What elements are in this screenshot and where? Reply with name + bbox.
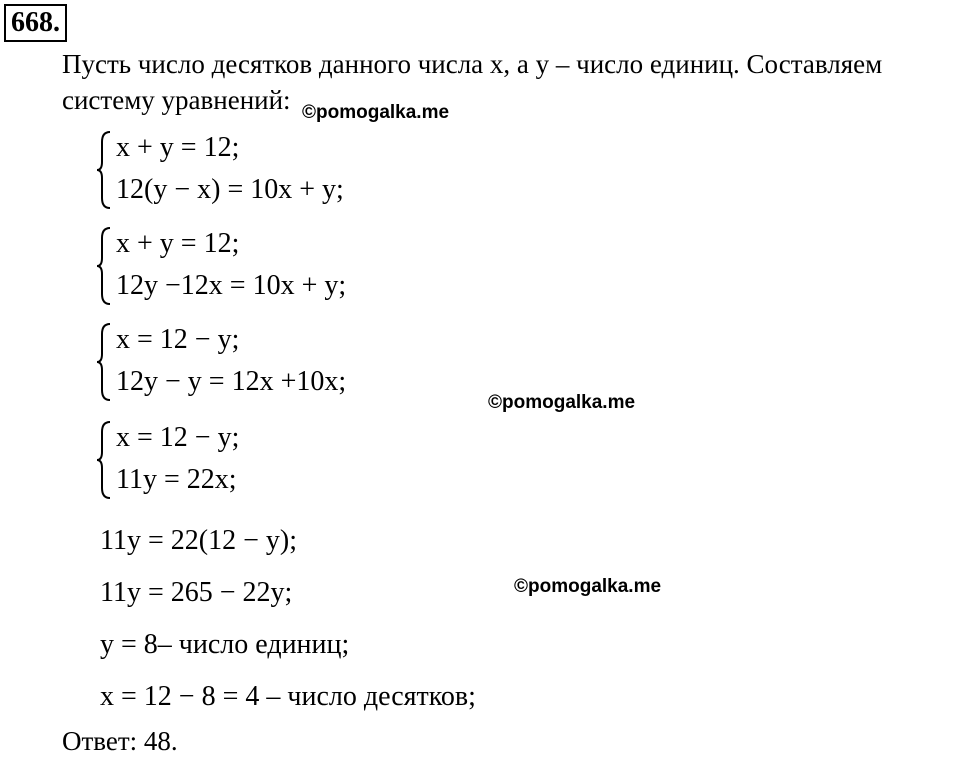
system-line-2: 12y −12x = 10x + y;: [116, 270, 347, 301]
left-brace-icon: [96, 420, 114, 500]
equation-line: x = 12 − 8 = 4 – число десятков;: [100, 681, 476, 712]
equation-line: y = 8– число единиц;: [100, 629, 350, 660]
system-line-2: 12(y − x) = 10x + y;: [116, 174, 344, 205]
system-line-1: x = 12 − y;: [116, 324, 240, 355]
system-line-2: 11y = 22x;: [116, 464, 237, 495]
problem-number: 668.: [4, 4, 67, 42]
watermark: ©pomogalka.me: [514, 576, 662, 597]
equation-line: 11y = 265 − 22y;: [100, 577, 293, 608]
left-brace-icon: [96, 226, 114, 306]
intro-line-2: систему уравнений:: [62, 85, 291, 115]
intro-line-1: Пусть число десятков данного числа x, а y – число единиц. Составляем: [62, 49, 883, 79]
watermark: ©pomogalka.me: [302, 102, 450, 123]
system-line-2: 12y − y = 12x +10x;: [116, 366, 347, 397]
system-line-1: x + y = 12;: [116, 132, 240, 163]
left-brace-icon: [96, 322, 114, 402]
left-brace-icon: [96, 130, 114, 210]
watermark: ©pomogalka.me: [488, 392, 636, 413]
answer-line: Ответ: 48.: [62, 726, 178, 756]
problem-intro: [62, 46, 958, 118]
equation-line: 11y = 22(12 − y);: [100, 525, 297, 556]
system-line-1: x + y = 12;: [116, 228, 240, 259]
system-line-1: x = 12 − y;: [116, 422, 240, 453]
